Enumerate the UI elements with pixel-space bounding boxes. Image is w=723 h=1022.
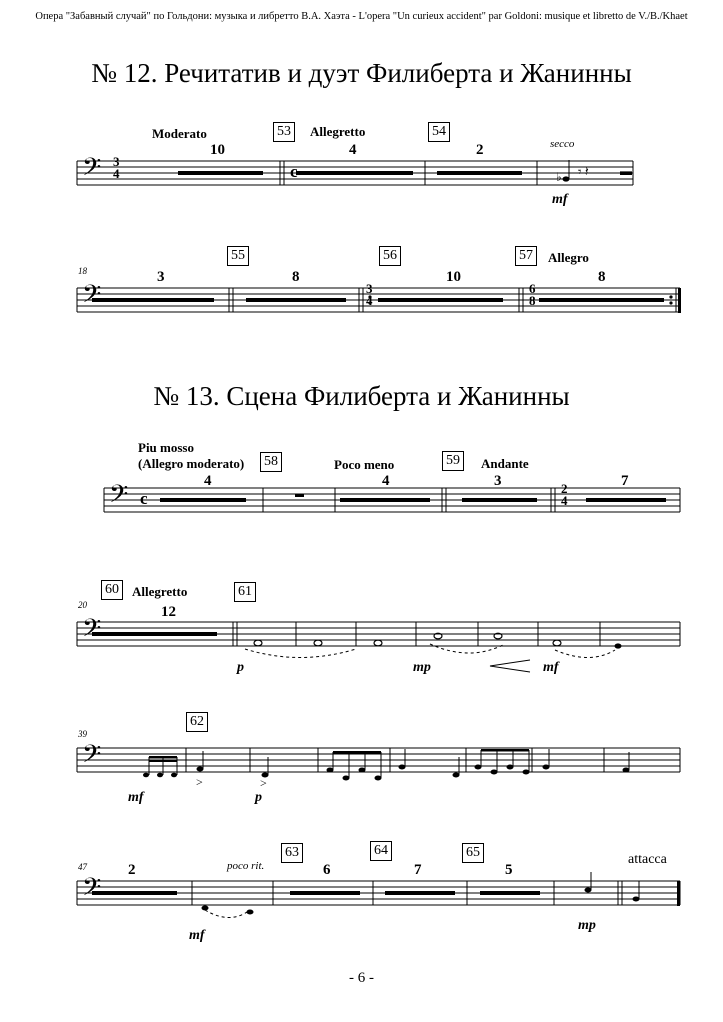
accent-icon: >	[260, 776, 267, 790]
multi-rest-icon	[178, 171, 263, 175]
bass-clef-icon: 𝄢	[82, 154, 102, 187]
measure-number: 20	[78, 600, 87, 610]
rehearsal-mark: 62	[186, 712, 208, 732]
section-13-title: № 13. Сцена Филиберта и Жанинны	[153, 381, 570, 411]
dynamic-marking: mp	[413, 660, 431, 675]
rehearsal-mark: 61	[234, 582, 256, 602]
time-signature-icon: 3 4	[113, 154, 120, 181]
multi-rest-count: 10	[210, 142, 225, 158]
multi-rest-count: 8	[292, 269, 300, 285]
multi-rest-count: 10	[446, 269, 461, 285]
measure-number: 18	[78, 266, 87, 276]
bass-clef-icon: 𝄢	[109, 481, 129, 514]
dynamic-marking: mp	[578, 918, 596, 933]
tempo-marking: (Allegro moderato)	[138, 456, 245, 471]
accent-icon: >	[196, 775, 203, 789]
dynamic-marking: mf	[189, 928, 205, 943]
multi-rest-count: 5	[505, 862, 513, 878]
multi-rest-count: 3	[494, 473, 502, 489]
bass-clef-icon: 𝄢	[82, 281, 102, 314]
bass-clef-icon: 𝄢	[82, 615, 102, 648]
rehearsal-mark: 65	[462, 843, 484, 863]
tempo-marking: Allegro	[548, 250, 589, 265]
bass-clef-icon: 𝄢	[82, 874, 102, 907]
expression-text: secco	[550, 138, 575, 150]
rehearsal-mark: 64	[370, 841, 392, 861]
tempo-marking: Poco meno	[334, 457, 395, 472]
common-time-icon: c	[140, 489, 148, 508]
dynamic-marking: mf	[128, 790, 144, 805]
multi-rest-count: 2	[476, 142, 484, 158]
dynamic-marking: mf	[552, 192, 568, 207]
section-12-title: № 12. Речитатив и дуэт Филиберта и Жанинны	[91, 58, 632, 88]
multi-rest-count: 7	[621, 473, 629, 489]
multi-rest-count: 8	[598, 269, 606, 285]
tempo-marking: Moderato	[152, 126, 207, 141]
rehearsal-mark: 56	[379, 246, 401, 266]
rest-icon: 𝄾 𝄽	[578, 164, 589, 179]
page-number: - 6 -	[349, 970, 374, 986]
multi-rest-count: 12	[161, 604, 176, 620]
tempo-marking: Piu mosso	[138, 440, 194, 455]
multi-rest-count: 7	[414, 862, 422, 878]
measure-number: 47	[78, 862, 87, 872]
rehearsal-mark: 59	[442, 451, 464, 471]
tempo-marking: Allegretto	[310, 124, 366, 139]
attacca-text: attacca	[628, 852, 667, 867]
measure-number: 39	[78, 729, 87, 739]
rehearsal-mark: 63	[281, 843, 303, 863]
dynamic-marking: mf	[543, 660, 559, 675]
tempo-marking: Allegretto	[132, 584, 188, 599]
common-time-icon: c	[290, 162, 298, 181]
multi-rest-count: 4	[382, 473, 390, 489]
time-signature-icon: 3 4	[366, 281, 373, 308]
bass-clef-icon: 𝄢	[82, 741, 102, 774]
rehearsal-mark: 54	[428, 122, 450, 142]
multi-rest-count: 6	[323, 862, 331, 878]
tempo-marking: Andante	[481, 456, 529, 471]
multi-rest-count: 3	[157, 269, 165, 285]
multi-rest-count: 4	[204, 473, 212, 489]
dynamic-marking: p	[237, 660, 244, 675]
rehearsal-mark: 55	[227, 246, 249, 266]
rehearsal-mark: 57	[515, 246, 537, 266]
rest-icon: ▬	[620, 164, 632, 178]
expression-text: poco rit.	[227, 860, 265, 872]
rehearsal-mark: 53	[273, 122, 295, 142]
dynamic-marking: p	[255, 790, 262, 805]
time-signature-icon: 2 4	[561, 481, 568, 508]
rehearsal-mark: 58	[260, 452, 282, 472]
time-signature-icon: 6 8	[529, 281, 536, 308]
multi-rest-count: 2	[128, 862, 136, 878]
multi-rest-count: 4	[349, 142, 357, 158]
page-header: Опера "Забавный случай" по Гольдони: музыка и либретто В.А. Хаэта - L'opera "Un curieux accident" par Goldoni: musique et libretto de V./B./Khaet	[35, 11, 688, 22]
rehearsal-mark: 60	[101, 580, 123, 600]
flat-icon: ♭	[556, 170, 562, 184]
